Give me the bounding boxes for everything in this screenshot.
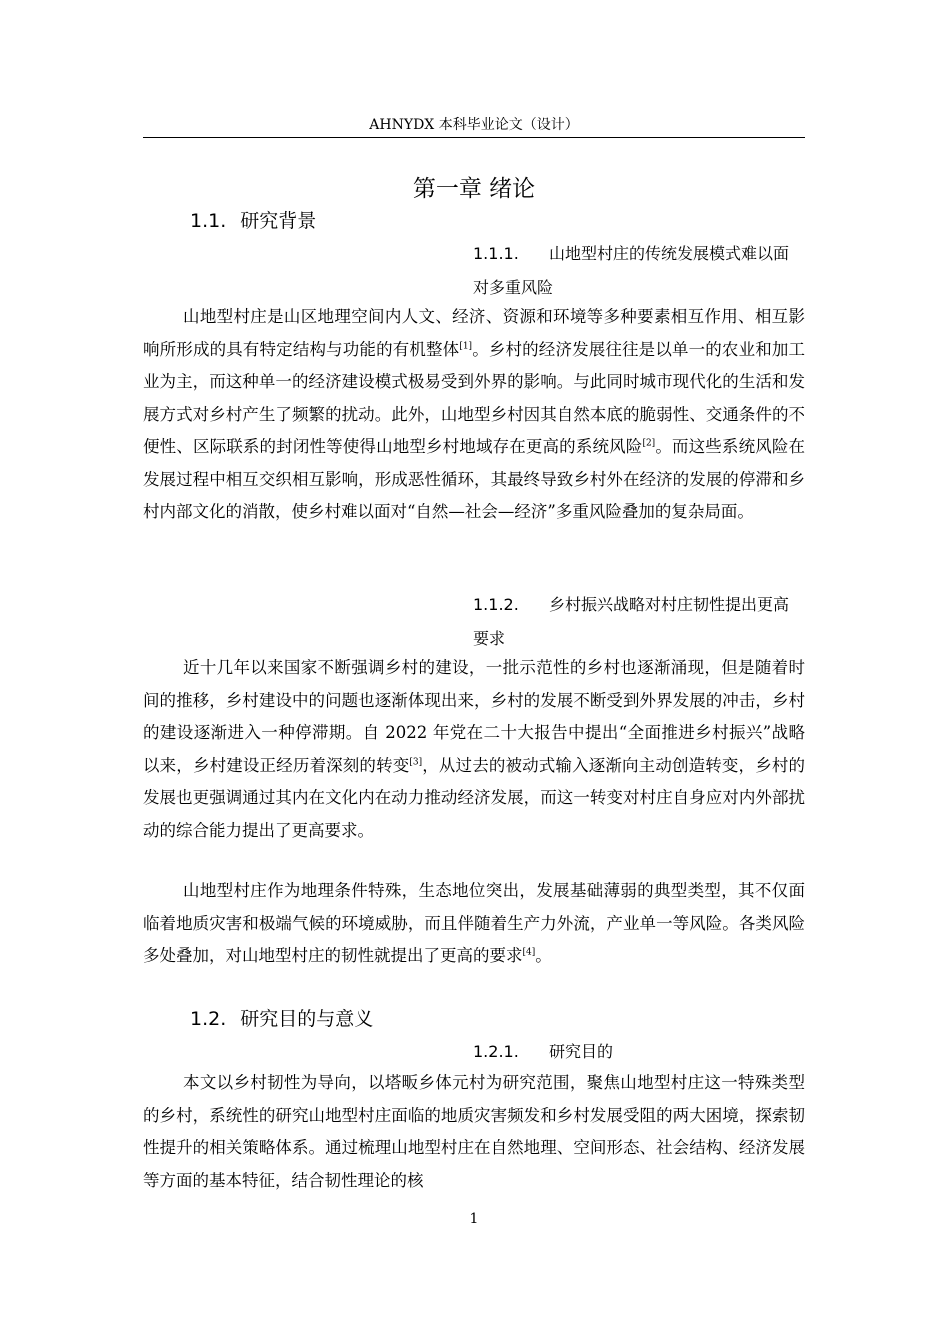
page-number: 1 — [469, 1211, 479, 1227]
paragraph-text: 。乡村的经济发展往往是以单一的农业和加工业为主，而这种单一的经济建设模式极易受到外界的影响。与此同时城市现代化的生活和发展方式对乡村产生了频繁的扰动。此外，山地型乡村因其自然本底的脆弱性、交通条件的不便性、区际联系的封闭性等使得山地型乡村地域存在更高的系统风险 — [143, 339, 806, 456]
citation-ref-1[interactable]: [1] — [459, 341, 473, 351]
subsection-heading-1-1-1 — [473, 237, 803, 305]
paragraph-text: 山地型村庄是山区地理空间内人文、经济、资源和环境等多种要素相互作用、相互影响所形成的具有特定结构与功能的有机整体 — [143, 307, 805, 359]
paragraph-4 — [143, 1067, 805, 1197]
citation-ref-2[interactable]: [2] — [642, 438, 656, 449]
section-heading-1-1 — [190, 207, 316, 235]
subsection-number: 1.1.1. — [473, 244, 519, 263]
subsection-title: 乡村振兴战略对村庄韧性提出更高要求 — [473, 595, 790, 648]
paragraph-2 — [143, 652, 805, 847]
section-number: 1.2. — [190, 1008, 227, 1030]
paragraph-3 — [143, 875, 805, 973]
subsection-heading-1-2-1 — [473, 1035, 803, 1069]
paragraph-text: 近十几年以来国家不断强调乡村的建设，一批示范性的乡村也逐渐涌现，但是随着时间的推移，乡村建设中的问题也逐渐体现出来，乡村的发展不断受到外界发展的冲击，乡村的建设逐渐进入一种停滞期。自 2022 年党在二十大报告中提出“全面推进乡村振兴”战略以来，乡村建设正经历着深刻的转变 — [143, 658, 805, 775]
paragraph-text: 山地型村庄作为地理条件特殊，生态地位突出，发展基础薄弱的典型类型，其不仅面临着地质灾害和极端气候的环境威胁，而且伴随着生产力外流，产业单一等风险。各类风险多处叠加，对山地型村庄的韧性就提出了更高的要求 — [143, 881, 805, 965]
chapter-title: 第一章 绪论 — [412, 176, 536, 202]
header-rule — [143, 137, 805, 138]
paragraph-text: 。 — [535, 946, 552, 965]
subsection-number: 1.2.1. — [473, 1042, 519, 1061]
paragraph-text: 本文以乡村韧性为导向，以塔畈乡体元村为研究范围，聚焦山地型村庄这一特殊类型的乡村，系统性的研究山地型村庄面临的地质灾害频发和乡村发展受阻的两大困境，探索韧性提升的相关策略体系。通过梳理山地型村庄在自然地理、空间形态、社会结构、经济发展等方面的基本特征，结合韧性理论的核 — [143, 1073, 805, 1190]
subsection-title: 山地型村庄的传统发展模式难以面对多重风险 — [473, 244, 790, 297]
section-title: 研究背景 — [240, 210, 317, 232]
running-header: AHNYDX 本科毕业论文（设计） — [369, 117, 579, 133]
section-number: 1.1. — [190, 210, 227, 232]
section-heading-1-2 — [190, 1005, 373, 1033]
subsection-heading-1-1-2 — [473, 588, 803, 656]
subsection-number: 1.1.2. — [473, 595, 519, 614]
subsection-title: 研究目的 — [549, 1042, 614, 1061]
citation-ref-3[interactable]: [3] — [409, 757, 423, 767]
paragraph-1 — [143, 301, 805, 529]
section-title: 研究目的与意义 — [240, 1008, 374, 1030]
citation-ref-4[interactable]: [4] — [522, 947, 536, 958]
paragraph-text: 。而这些系统风险在发展过程中相互交织相互影响，形成恶性循环，其最终导致乡村外在经济的发展的停滞和乡村内部文化的消散，使乡村难以面对“自然—社会—经济”多重风险叠加的复杂局面。 — [143, 437, 806, 521]
paragraph-text: ，从过去的被动式输入逐渐向主动创造转变，乡村的发展也更强调通过其内在文化内在动力推动经济发展，而这一转变对村庄自身应对内外部扰动的综合能力提出了更高要求。 — [143, 755, 806, 840]
